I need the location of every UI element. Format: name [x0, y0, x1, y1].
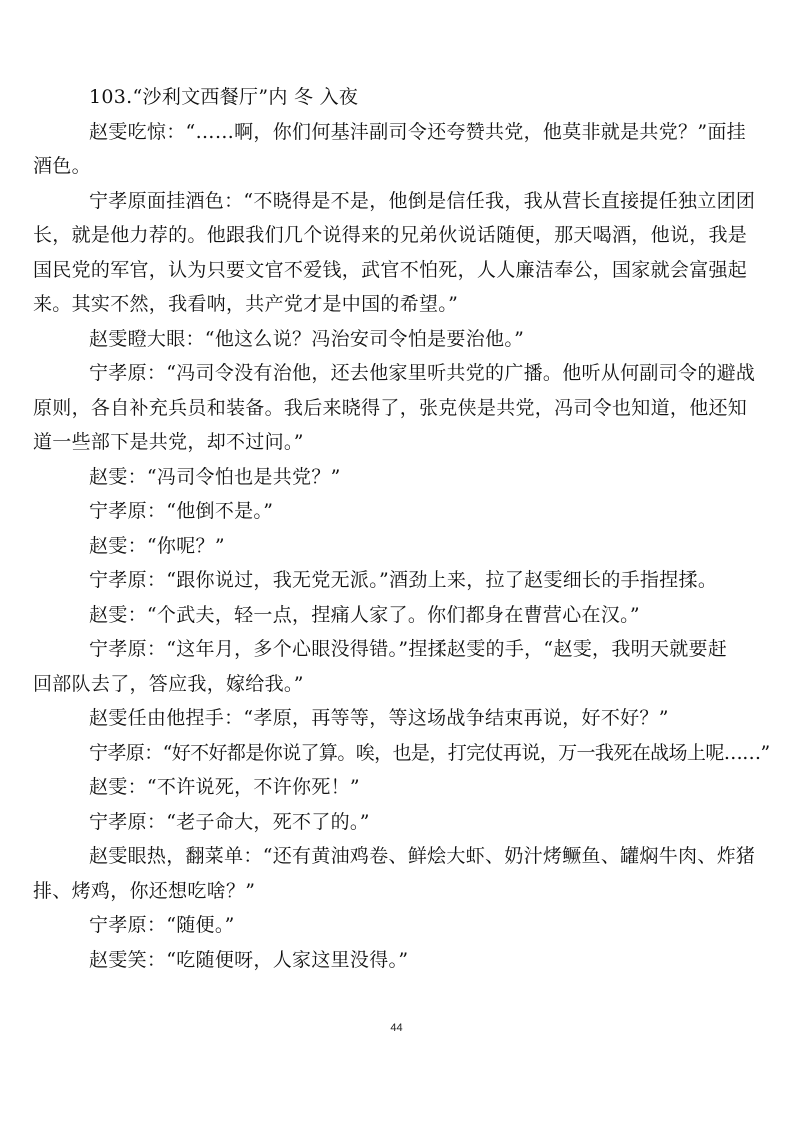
paragraph-8	[89, 563, 754, 598]
paragraph-line: 宁孝原面挂酒色：“不晓得是不是，他倒是信任我，我从营长直接提任独立团团	[89, 189, 756, 212]
paragraph-line: 赵雯：“冯司令怕也是共党？”	[89, 465, 341, 488]
paragraph-line: 宁孝原：“随便。”	[89, 914, 235, 936]
paragraph-12	[89, 736, 770, 771]
page-number: 44	[390, 1022, 403, 1034]
paragraph-line: 宁孝原：“他倒不是。”	[89, 500, 274, 522]
paragraph-line: 宁孝原：“冯司令没有治他，还去他家里听共党的广播。他听从何副司令的避战	[89, 362, 756, 384]
paragraph-1	[33, 115, 754, 184]
paragraph-line: 赵雯任由他捏手：“孝原，再等等，等这场战争结束再说，好不好？”	[89, 707, 669, 729]
paragraph-line: 赵雯：“你呢？”	[89, 534, 225, 557]
paragraph-line: 赵雯眼热，翻菜单：“还有黄油鸡卷、鲜烩大虾、奶汁烤鳜鱼、罐焖牛肉、炸猪	[89, 845, 756, 867]
paragraph-11	[89, 701, 754, 736]
paragraph-line: 赵雯瞪大眼：“他这么说？冯治安司令怕是要治他。”	[89, 327, 525, 350]
paragraph-line: 赵雯：“个武夫，轻一点，捏痛人家了。你们都身在曹营心在汉。”	[89, 603, 640, 626]
paragraph-line: 宁孝原：“老子命大，死不了的。”	[89, 810, 370, 833]
paragraph-9	[89, 598, 754, 633]
paragraph-line: 来。其实不然，我看呐，共产党才是中国的希望。”	[33, 293, 459, 315]
paragraph-line: 国民党的军官，认为只要文官不爱钱，武官不怕死，人人廉洁奉公，国家就会富强起	[33, 258, 748, 281]
paragraph-line: 排、烤鸡，你还想吃啥？”	[33, 879, 256, 902]
paragraph-13	[89, 770, 754, 805]
paragraph-2	[33, 184, 756, 322]
paragraph-16	[89, 908, 754, 943]
paragraph-line: 宁孝原：“好不好都是你说了算。唉，也是，打完仗再说，万一我死在战场上呢……”	[89, 741, 770, 764]
paragraph-line: 宁孝原：“这年月，多个心眼没得错。”捏揉赵雯的手，“赵雯，我明天就要赶	[89, 638, 728, 660]
paragraph-line: 酒色。	[33, 155, 91, 177]
paragraph-line: 道一些部下是共党，却不过问。”	[33, 431, 304, 453]
paragraph-line: 回部队去了，答应我，嫁给我。”	[33, 672, 304, 695]
script-body	[33, 80, 770, 977]
paragraph-line: 赵雯笑：“吃随便呀，人家这里没得。”	[89, 948, 409, 971]
paragraph-4	[33, 356, 756, 460]
paragraph-line: 赵雯：“不许说死，不许你死！”	[89, 776, 360, 798]
paragraph-17	[89, 943, 754, 978]
paragraph-10	[33, 632, 754, 701]
paragraph-line: 宁孝原：“跟你说过，我无党无派。”酒劲上来，拉了赵雯细长的手指捏揉。	[89, 569, 718, 591]
paragraph-5	[89, 460, 754, 495]
paragraph-7	[89, 529, 754, 564]
paragraph-line: 长，就是他力荐的。他跟我们几个说得来的兄弟伙说话随便，那天喝酒，他说，我是	[33, 224, 748, 246]
paragraph-15	[33, 839, 756, 908]
scene-heading: 103.“沙利文西餐厅”内 冬 入夜	[89, 86, 359, 108]
paragraph-6	[89, 494, 754, 529]
paragraph-14	[89, 805, 754, 840]
paragraph-line: 原则，各自补充兵员和装备。我后来晓得了，张克侠是共党，冯司令也知道，他还知	[33, 396, 748, 419]
paragraph-3	[89, 322, 754, 357]
paragraph-line: 赵雯吃惊：“……啊，你们何基沣副司令还夸赞共党，他莫非就是共党？”面挂	[89, 120, 746, 143]
